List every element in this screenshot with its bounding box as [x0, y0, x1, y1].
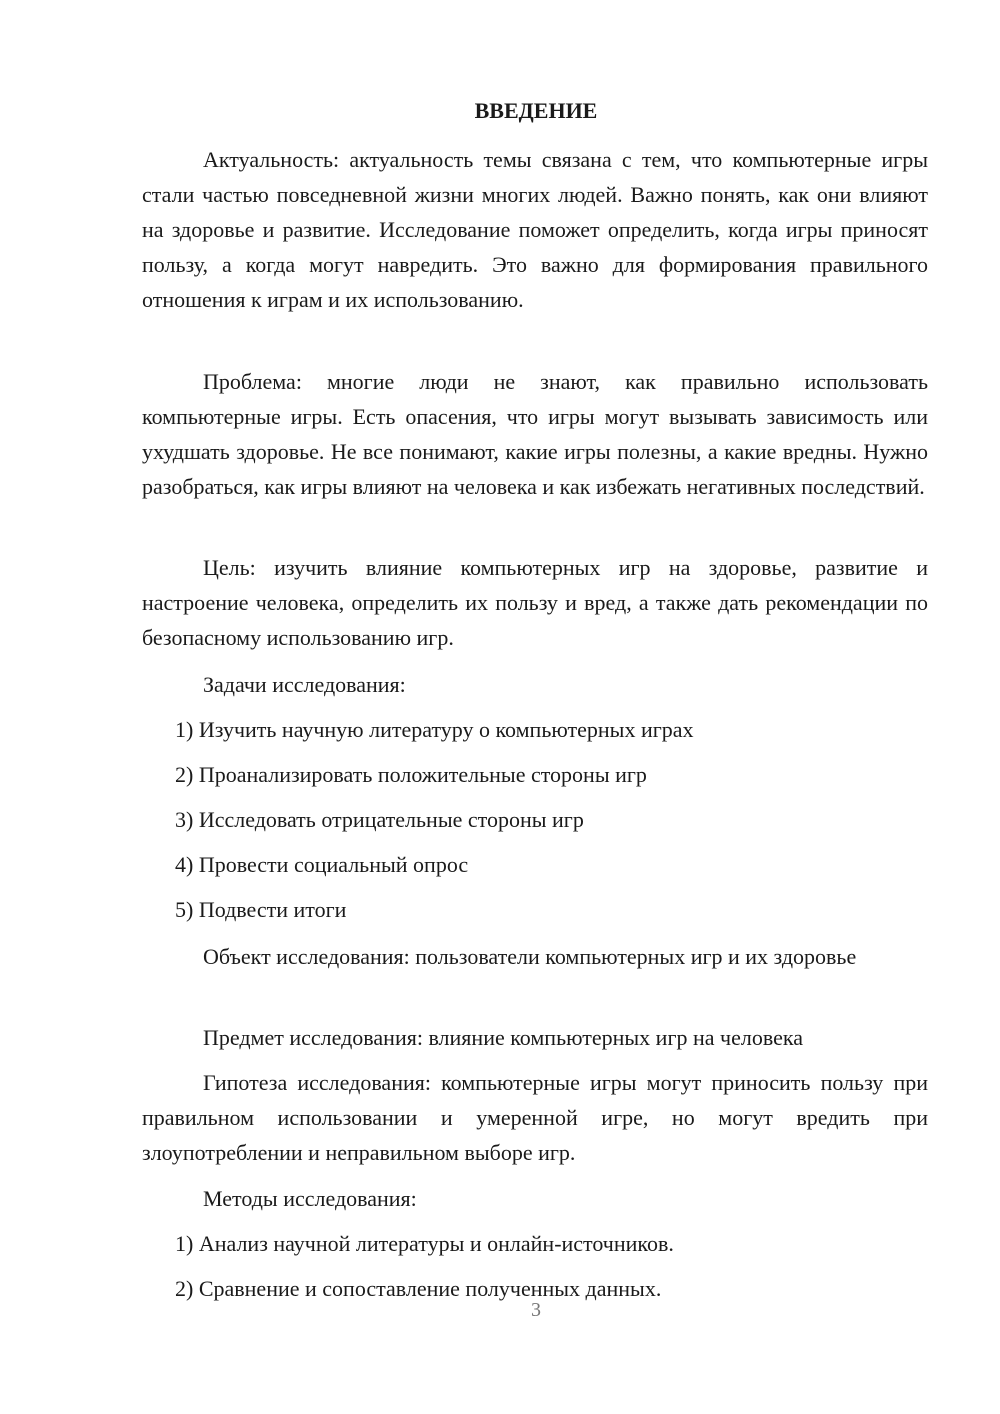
- subject-paragraph: Предмет исследования: влияние компьютерных игр на человека: [203, 1025, 803, 1050]
- task-item: 3) Исследовать отрицательные стороны игр: [175, 807, 584, 832]
- task-item: 2) Проанализировать положительные стороны игр: [175, 762, 647, 787]
- problem-paragraph: Проблема: многие люди не знают, как правильно использовать компьютерные игры. Есть опасения, что игры могут вызывать зависимость или ухудшать здоровье. Не все понимают, какие игры полезны, а какие вредны. Нужно разобраться, как игры влияют на человека и как избежать негативных последствий.: [142, 369, 928, 499]
- goal-paragraph: Цель: изучить влияние компьютерных игр на здоровье, развитие и настроение человека, определить их пользу и вред, а также дать рекомендации по безопасному использованию игр.: [142, 555, 928, 650]
- relevance-paragraph: Актуальность: актуальность темы связана с тем, что компьютерные игры стали частью повседневной жизни многих людей. Важно понять, как они влияют на здоровье и развитие. Исследование поможет определить, когда игры приносят пользу, а когда могут навредить. Это важно для формирования правильного отношения к играм и их использованию.: [142, 147, 928, 312]
- hypothesis-paragraph: Гипотеза исследования: компьютерные игры могут приносить пользу при правильном использовании и умеренной игре, но могут вредить при злоупотреблении и неправильном выборе игр.: [142, 1070, 928, 1165]
- task-item: 4) Провести социальный опрос: [175, 852, 469, 877]
- task-item: 5) Подвести итоги: [175, 897, 347, 922]
- page-number: 3: [531, 1299, 541, 1321]
- object-paragraph: Объект исследования: пользователи компьютерных игр и их здоровье: [203, 944, 857, 969]
- tasks-title: Задачи исследования:: [203, 672, 406, 697]
- page-title: ВВЕДЕНИЕ: [474, 98, 598, 123]
- method-item: 1) Анализ научной литературы и онлайн-источников.: [175, 1231, 674, 1256]
- methods-title: Методы исследования:: [203, 1186, 417, 1211]
- method-item: 2) Сравнение и сопоставление полученных данных.: [175, 1276, 662, 1301]
- task-item: 1) Изучить научную литературу о компьютерных играх: [175, 717, 694, 742]
